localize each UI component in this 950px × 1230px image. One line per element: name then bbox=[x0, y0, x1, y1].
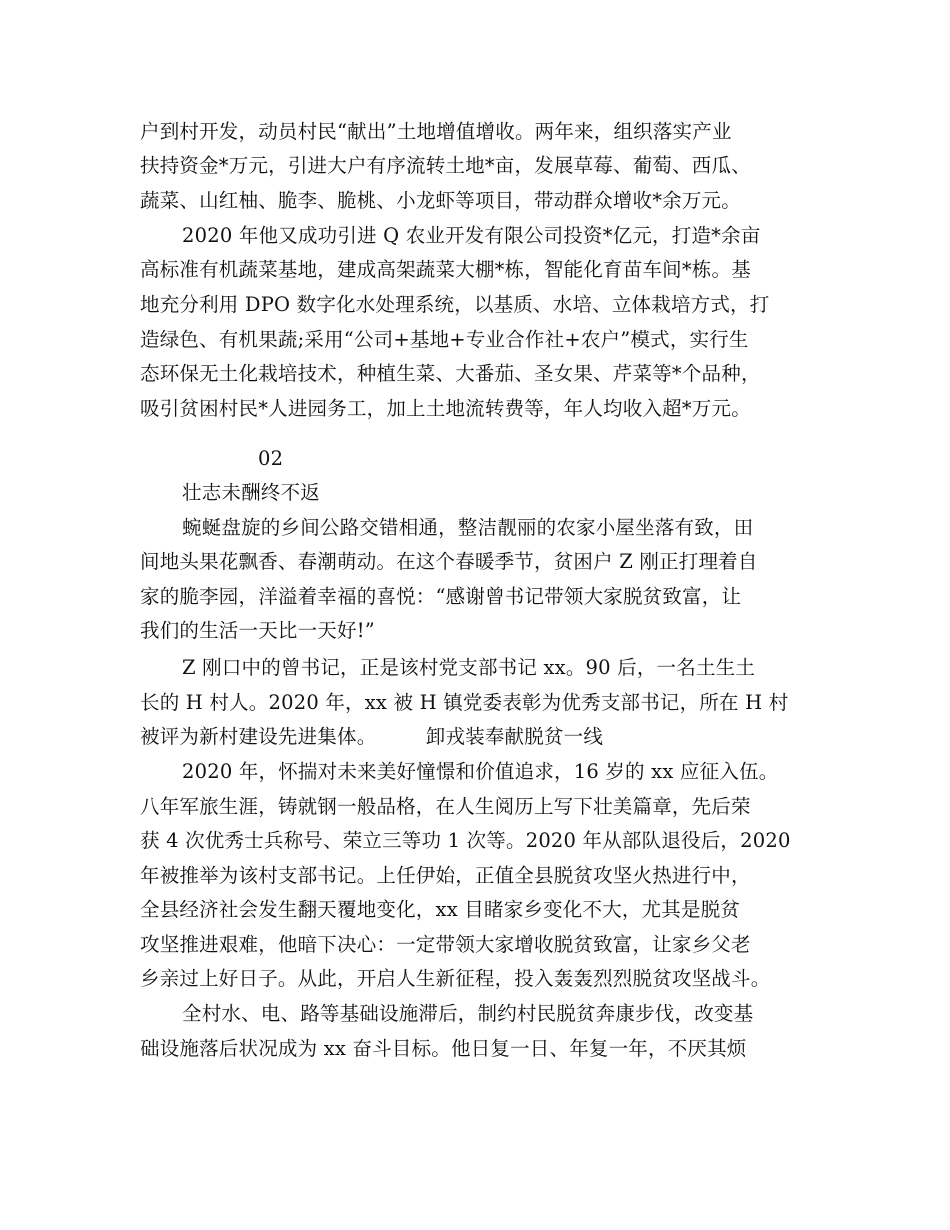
text-line: 2020 年他又成功引进 Q 农业开发有限公司投资*亿元，打造*余亩 bbox=[182, 224, 761, 247]
text-line: 造绿色、有机果蔬;采用“公司+基地+专业合作社+农户”模式，实行生 bbox=[140, 328, 749, 351]
text-line: 2020 年，怀揣对未来美好憧憬和价值追求，16 岁的 xx 应征入伍。 bbox=[182, 760, 779, 783]
text-line: 间地头果花飘香、春潮萌动。在这个春暖季节，贫困户 Z 刚正打理着自 bbox=[140, 550, 758, 573]
text-line: 八年军旅生涯，铸就钢一般品格，在人生阅历上写下壮美篇章，先后荣 bbox=[140, 795, 751, 818]
text-line: 我们的生活一天比一天好!” bbox=[140, 619, 375, 642]
text-line: 攻坚推进艰难，他暗下决心：一定带领大家增收脱贫致富，让家乡父老 bbox=[140, 933, 751, 956]
text-line: 吸引贫困村民*人进园务工，加上土地流转费等，年人均收入超*万元。 bbox=[140, 397, 751, 420]
text-line: 乡亲过上好日子。从此，开启人生新征程，投入轰轰烈烈脱贫攻坚战斗。 bbox=[140, 967, 771, 990]
text-line: 长的 H 村人。2020 年，xx 被 H 镇党委表彰为优秀支部书记，所在 H 村 bbox=[140, 691, 789, 714]
text-line: 础设施落后状况成为 xx 奋斗目标。他日复一日、年复一年，不厌其烦 bbox=[140, 1037, 747, 1060]
text-line: 扶持资金*万元，引进大户有序流转土地*亩，发展草莓、葡萄、西瓜、 bbox=[140, 154, 751, 177]
section-number: 02 bbox=[258, 447, 284, 470]
text-line: 获 4 次优秀士兵称号、荣立三等功 1 次等。2020 年从部队退役后，2020 bbox=[140, 829, 791, 852]
text-line: 态环保无土化栽培技术，种植生菜、大番茄、圣女果、芹菜等*个品种， bbox=[140, 362, 761, 385]
text-line: 蜿蜒盘旋的乡间公路交错相通，整洁靓丽的农家小屋坐落有致，田 bbox=[182, 516, 754, 539]
text-line: 全村水、电、路等基础设施滞后，制约村民脱贫奔康步伐，改变基 bbox=[182, 1002, 754, 1025]
text-line: 高标准有机蔬菜基地，建成高架蔬菜大棚*栋，智能化育苗车间*栋。基 bbox=[140, 258, 751, 281]
text-line: Z 刚口中的曾书记，正是该村党支部书记 xx。90 后，一名土生土 bbox=[182, 656, 756, 679]
text-line: 年被推举为该村支部书记。上任伊始，正值全县脱贫攻坚火热进行中， bbox=[140, 864, 751, 887]
text-line: 地充分利用 DPO 数字化水处理系统，以基质、水培、立体栽培方式，打 bbox=[140, 293, 770, 316]
text-line: 全县经济社会发生翻天覆地变化，xx 目睹家乡变化不大，尤其是脱贫 bbox=[140, 898, 741, 921]
text-line: 蔬菜、山红柚、脆李、脆桃、小龙虾等项目，带动群众增收*余万元。 bbox=[140, 189, 741, 212]
section-title: 壮志未酬终不返 bbox=[182, 481, 320, 504]
text-line: 被评为新村建设先进集体。 卸戎装奉献脱贫一线 bbox=[140, 725, 604, 748]
text-line: 户到村开发，动员村民“献出”土地增值增收。两年来，组织落实产业 bbox=[140, 120, 732, 143]
text-line: 家的脆李园，洋溢着幸福的喜悦：“感谢曾书记带领大家脱贫致富，让 bbox=[140, 585, 742, 608]
